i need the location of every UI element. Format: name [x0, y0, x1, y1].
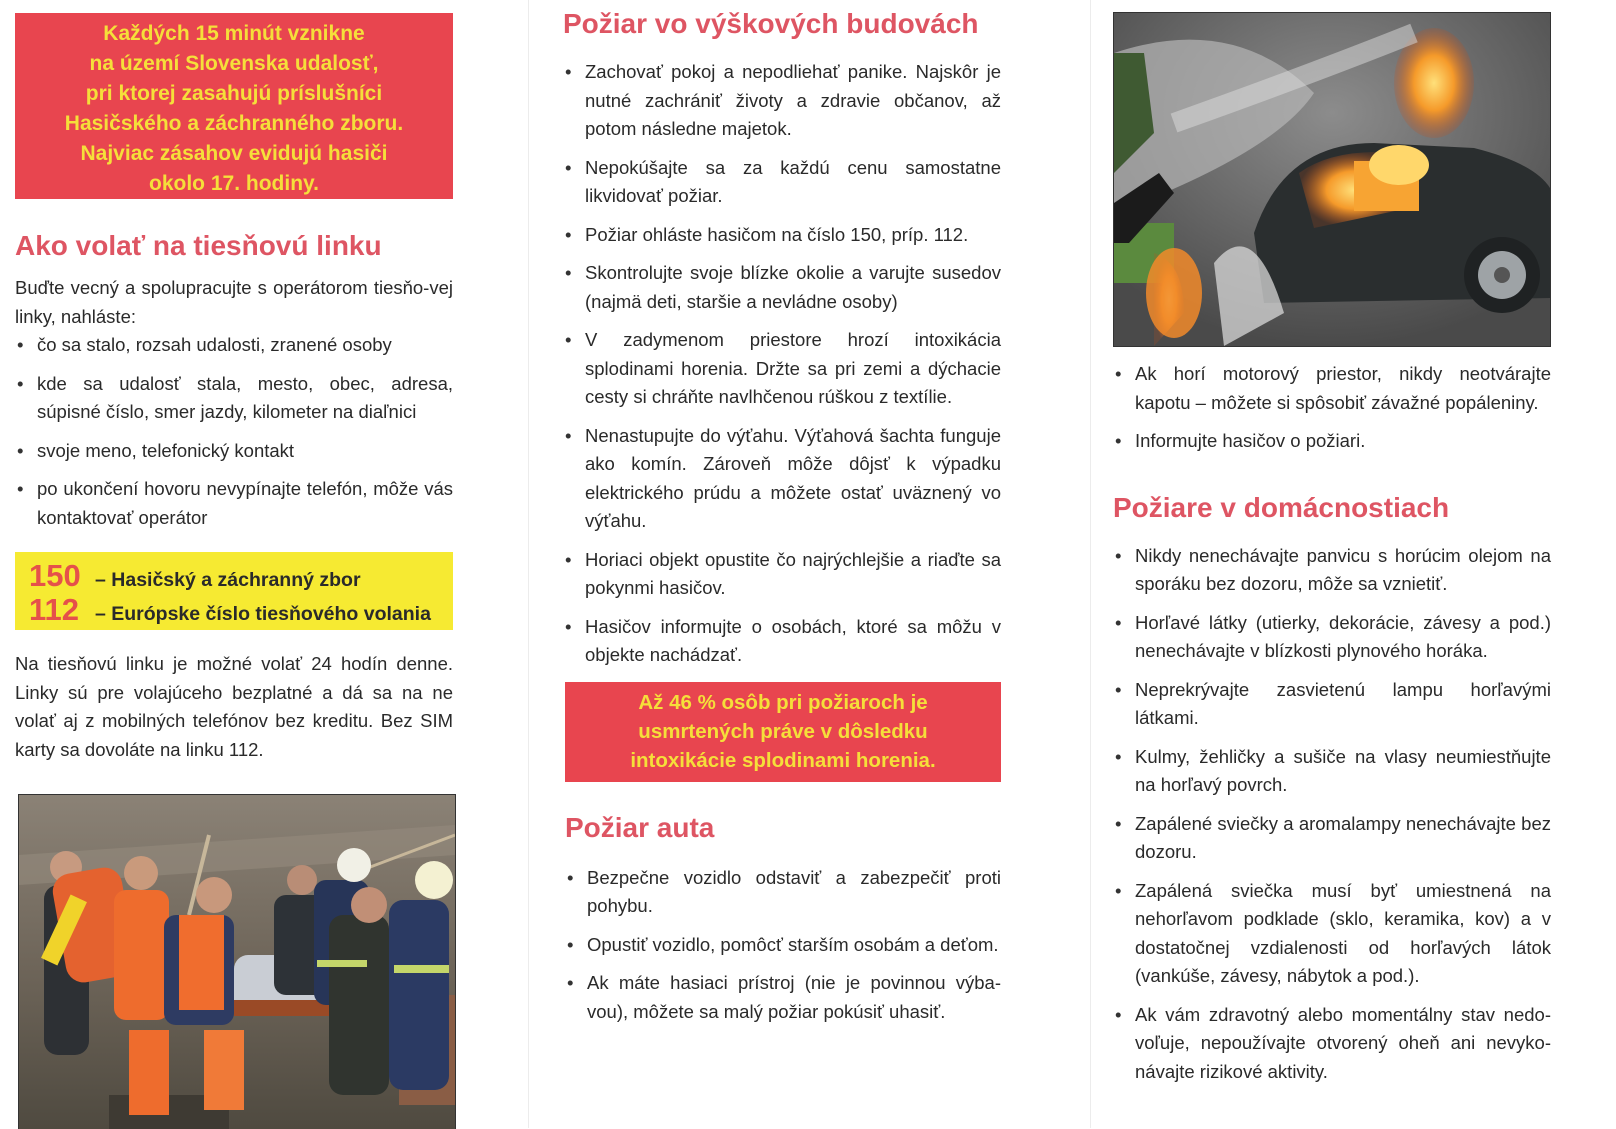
emergency-number-row [29, 592, 439, 626]
list-item: • Skontrolujte svoje blízke okolie a varujte susedov (najmä deti, staršie a nevládne osoby) [563, 259, 1001, 316]
stat-box [15, 13, 453, 199]
middle-panel [563, 0, 1001, 1026]
list-item: • Ak máte hasiaci prístroj (nie je povinnou výba-vou), môžete sa malý požiar pokúsiť uhasiť. [565, 969, 1001, 1026]
list-item: • Kulmy, žehličky a sušiče na vlasy neumiestňujte na horľavý povrch. [1113, 743, 1551, 800]
rescue-team-photo [18, 794, 456, 1129]
list-item: • Požiar ohláste hasičom na číslo 150, príp. 112. [563, 221, 1001, 250]
emergency-number-row [29, 558, 439, 592]
right-panel [1113, 360, 1551, 1086]
burning-car-photo [1113, 12, 1551, 347]
report-list [15, 331, 453, 532]
list-item: • Nepokúšajte sa za každú cenu samostatne likvidovať požiar. [563, 154, 1001, 211]
stat-line: okolo 17. hodiny. [149, 172, 319, 195]
left-panel [15, 0, 453, 764]
stat-box [565, 682, 1001, 782]
list-item: • svoje meno, telefonický kontakt [15, 437, 453, 466]
list-item: • Hasičov informujte o osobách, ktoré sa môžu v objekte nachádzať. [563, 613, 1001, 670]
info-text: Na tiesňovú linku je možné volať 24 hodín denne. Linky sú pre volajúceho bezplatné a dá sa na ne volať aj z mobilných telefónov bez kreditu. Bez SIM karty sa dovoláte na linku 112. [15, 653, 453, 760]
list-item: • V zadymenom priestore hrozí intoxikácia splodinami horenia. Držte sa pri zemi a dýchacie cesty si chráňte navlhčenou rúškou z textílie. [563, 326, 1001, 412]
stat-line: Až 46 % osôb pri požiaroch je [638, 690, 928, 714]
list-item: • Horľavé látky (utierky, dekorácie, závesy a pod.) nenechávajte v blízkosti plynového horáka. [1113, 609, 1551, 666]
car-engine-fire-list [1113, 360, 1551, 456]
emergency-numbers-box [15, 552, 453, 630]
stat-line: usmrtených práve v dôsledku [638, 719, 928, 743]
emergency-number-label: – Hasičský a záchranný zbor [95, 569, 361, 591]
list-item: • po ukončení hovoru nevypínajte telefón, môže vás kontaktovať operátor [15, 475, 453, 532]
emergency-number-label: – Európske číslo tiesňového volania [95, 603, 431, 625]
stat-line: intoxikácie splodinami horenia. [630, 748, 936, 772]
list-item: • Bezpečne vozidlo odstaviť a zabezpečiť proti pohybu. [565, 864, 1001, 921]
emergency-number: 150 [29, 558, 81, 593]
intro-text: Buďte vecný a spolupracujte s operátorom tiesňo-vej linky, nahláste: [15, 277, 453, 327]
list-item: • Zapálené sviečky a aromalampy nenechávajte bez dozoru. [1113, 810, 1551, 867]
list-item: • Zachovať pokoj a nepodliehať panike. Najskôr je nutné zachrániť životy a zdravie občanov, až potom následne majetok. [563, 58, 1001, 144]
list-item: • kde sa udalosť stala, mesto, obec, adresa, súpisné číslo, smer jazdy, kilometer na diaľnici [15, 370, 453, 427]
list-item: • Horiaci objekt opustite čo najrýchlejšie a riaďte sa pokynmi hasičov. [563, 546, 1001, 603]
list-item: • Nikdy nenechávajte panvicu s horúcim olejom na sporáku bez dozoru, môže sa vznietiť. [1113, 542, 1551, 599]
emergency-number: 112 [29, 592, 80, 627]
list-item: • Opustiť vozidlo, pomôcť starším osobám a deťom. [565, 931, 1001, 960]
stat-line: na území Slovenska udalosť, [89, 52, 379, 75]
stat-line: Každých 15 minút vznikne [103, 22, 365, 45]
list-item: • Ak horí motorový priestor, nikdy neotvárajte kapotu – môžete si spôsobiť závažné popáleniny. [1113, 360, 1551, 417]
car-fire-list [565, 864, 1001, 1027]
fold-line [528, 0, 529, 1128]
stat-line: pri ktorej zasahujú príslušníci [85, 82, 383, 105]
stat-line: Hasičského a záchranného zboru. [64, 112, 404, 135]
rescue-team-photo-art [19, 795, 455, 1129]
list-item: • Ak vám zdravotný alebo momentálny stav nedo-voľuje, nepoužívajte otvorený oheň ani nevyko-návajte rizikové aktivity. [1113, 1001, 1551, 1087]
list-item: • čo sa stalo, rozsah udalosti, zranené osoby [15, 331, 453, 360]
section-heading: Požiare v domácnostiach [1113, 491, 1450, 523]
highrise-fire-list [563, 58, 1001, 670]
section-heading: Požiar vo výškových budovách [563, 8, 979, 39]
list-item: • Zapálená sviečka musí byť umiestnená na nehorľavom podklade (sklo, keramika, kov) a v dostatočnej vzdialenosti od horľavých látok (vankúše, závesy, nábytok a pod.). [1113, 877, 1551, 991]
section-heading: Požiar auta [565, 811, 715, 843]
stat-line: Najviac zásahov evidujú hasiči [80, 142, 388, 165]
section-heading: Ako volať na tiesňovú linku [15, 230, 382, 261]
list-item: • Informujte hasičov o požiari. [1113, 427, 1551, 456]
household-fire-list [1113, 542, 1551, 1087]
list-item: • Neprekrývajte zasvietenú lampu horľavými látkami. [1113, 676, 1551, 733]
burning-car-photo-art [1114, 13, 1550, 346]
fold-line [1090, 0, 1091, 1128]
list-item: • Nenastupujte do výťahu. Výťahová šachta funguje ako komín. Zároveň môže dôjsť k výpadku elektrického prúdu a môžete ostať uväznený vo výťahu. [563, 422, 1001, 536]
